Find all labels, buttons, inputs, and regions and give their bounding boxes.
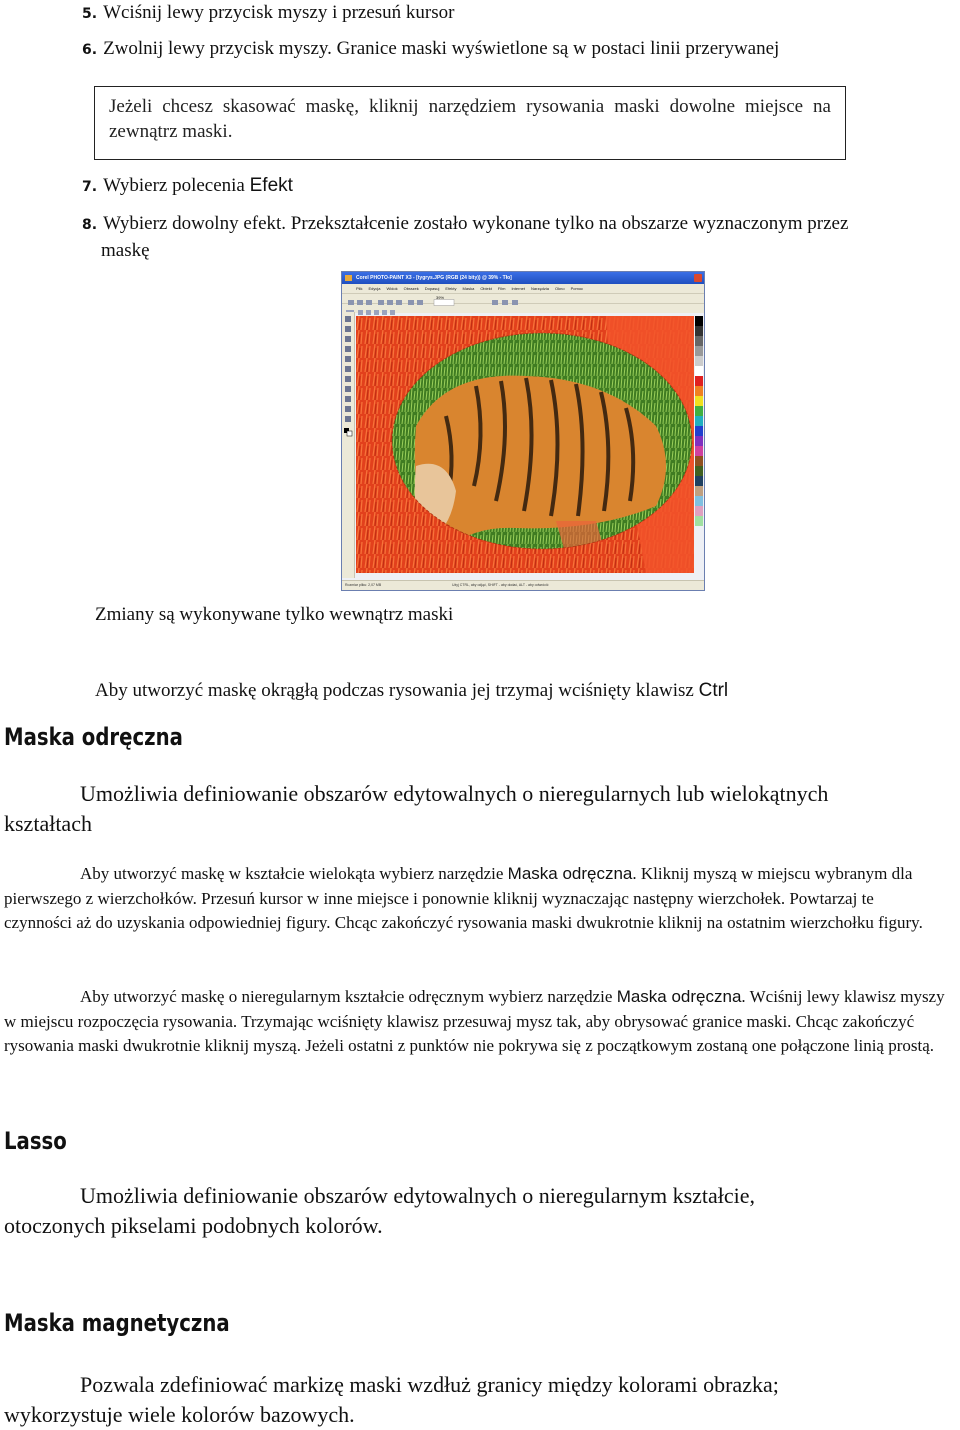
heading-lasso: Lasso <box>4 1127 67 1155</box>
menu-item[interactable]: Film <box>497 286 506 291</box>
status-file-size: Rozmiar pliku: 2,07 MB <box>345 583 382 587</box>
window-title: Corel PHOTO-PAINT X3 - [tygrys.JPG (RGB (24 bity)) @ 39% - Tło] <box>356 275 512 281</box>
step-number: 5. <box>82 6 98 22</box>
step-text: Zwolnij lewy przycisk myszy. Granice maski wyświetlone są w postaci linii przerywanej <box>103 38 780 59</box>
step-number: 8. <box>82 217 98 233</box>
step-text: Wybierz polecenia <box>103 175 250 196</box>
toolbox <box>342 312 355 578</box>
tiger-image <box>356 316 694 573</box>
lead-lasso-line1: Umożliwia definiowanie obszarów edytowalnych o nieregularnym kształcie, <box>80 1183 756 1208</box>
toolbox-icons <box>342 312 354 578</box>
step-8-continuation: maskę <box>101 240 150 261</box>
menu-item[interactable]: Okno <box>555 286 565 291</box>
standard-toolbar <box>342 293 704 303</box>
caption-round-mask <box>95 680 728 702</box>
caption-mask-changes: Zmiany są wykonywane tylko wewnątrz maski <box>95 604 454 625</box>
paragraph-text: Aby utworzyć maskę w kształcie wielokąta wybierz narzędzie <box>80 864 508 883</box>
step-text: Wybierz dowolny efekt. Przekształcenie zostało wykonane tylko na obszarze wyznaczonym przez <box>103 213 849 234</box>
step-number: 6. <box>82 42 98 58</box>
step-text: Wciśnij lewy przycisk myszy i przesuń kursor <box>103 2 455 23</box>
lead-maska-magnetyczna-line2: wykorzystuje wiele kolorów bazowych. <box>4 1402 355 1427</box>
paragraph-polygon-mask <box>4 862 944 936</box>
step-8 <box>82 212 957 237</box>
lead-maska-odreczna-line1: Umożliwia definiowanie obszarów edytowalnych o nieregularnych lub wielokątnych <box>80 781 829 806</box>
toolbar-icons <box>342 298 704 307</box>
menu-item[interactable]: Edycja <box>368 286 381 291</box>
tool-name: Maska odręczna <box>507 864 633 883</box>
heading-maska-magnetyczna: Maska magnetyczna <box>4 1309 230 1337</box>
note-text: Jeżeli chcesz skasować maskę, kliknij narzędziem rysowania maski dowolne miejsce na zewnątrz maski. <box>109 96 831 142</box>
menu-item[interactable]: Internet <box>511 286 526 291</box>
caption-text: Aby utworzyć maskę okrągłą podczas rysowania jej trzymaj wciśnięty klawisz <box>95 680 699 701</box>
menu-item[interactable]: Obiekt <box>480 286 492 291</box>
menu-item[interactable]: Narzędzia <box>531 286 550 291</box>
menu-item[interactable]: Obrazek <box>403 286 419 291</box>
menu-term-efekt: Efekt <box>249 175 293 196</box>
title-bar <box>342 272 704 284</box>
menu-item[interactable]: Plik <box>356 286 363 291</box>
palette-swatches <box>695 316 703 573</box>
paragraph-text: . Wciśnij lewy klawisz myszy w miejscu rozpoczęcia rysowania. Trzymając wciśnięty klawisz przesuwaj mysz tak, aby obrysować granice maski. Chcąc zakończyć rysowania maski dwukrotnie kliknij myszą. Jeżeli ostatni z punktów nie pokrywa się z początkowym zostaną one połączone linią prostą. <box>4 987 945 1055</box>
step-number: 7. <box>82 179 98 195</box>
image-canvas[interactable] <box>356 316 694 573</box>
lead-lasso-line2: otoczonych pikselami podobnych kolorów. <box>4 1213 383 1238</box>
note-box <box>94 86 846 160</box>
step-5 <box>82 1 942 26</box>
zoom-level[interactable]: 39% <box>436 295 445 300</box>
menu-item[interactable]: Widok <box>386 286 398 291</box>
app-screenshot <box>341 271 705 591</box>
app-icon <box>345 275 352 281</box>
menu-item[interactable]: Maska <box>462 286 475 291</box>
status-hint: Użyj CTRL, aby odjąć, SHIFT - aby dodać, ALT - aby odwrócić <box>452 583 549 587</box>
key-ctrl: Ctrl <box>698 680 729 701</box>
paragraph-text: Aby utworzyć maskę o nieregularnym kształcie odręcznym wybierz narzędzie <box>80 987 617 1006</box>
status-bar <box>342 580 704 590</box>
heading-maska-odreczna: Maska odręczna <box>4 723 183 751</box>
lead-maska-magnetyczna-line1: Pozwala zdefiniować markizę maski wzdłuż granicy między kolorami obrazka; <box>80 1372 779 1397</box>
menu-item[interactable]: Efekty <box>445 286 457 291</box>
paragraph-text: . Kliknij myszą w miejscu wybranym dla pierwszego z wierzchołków. Przesuń kursor w inne miejsce i ponownie kliknij wyznaczając następny wierzchołek. Powtarzaj te czynności aż do uzyskania odpowiedniej figury. Chcąc zakończyć rysowania maski dwukrotnie kliknij na ostatnim wierzchołku figury. <box>4 864 923 932</box>
step-7 <box>82 174 942 199</box>
tool-name: Maska odręczna <box>616 987 742 1006</box>
color-palette[interactable] <box>695 316 703 573</box>
menu-item[interactable]: Dopasuj <box>424 286 440 291</box>
menu-bar <box>342 284 704 293</box>
close-icon[interactable] <box>694 274 702 282</box>
lead-maska-odreczna-line2: kształtach <box>4 811 92 836</box>
step-6 <box>82 37 952 62</box>
paragraph-freehand-mask <box>4 985 959 1059</box>
menu-item[interactable]: Pomoc <box>570 286 584 291</box>
